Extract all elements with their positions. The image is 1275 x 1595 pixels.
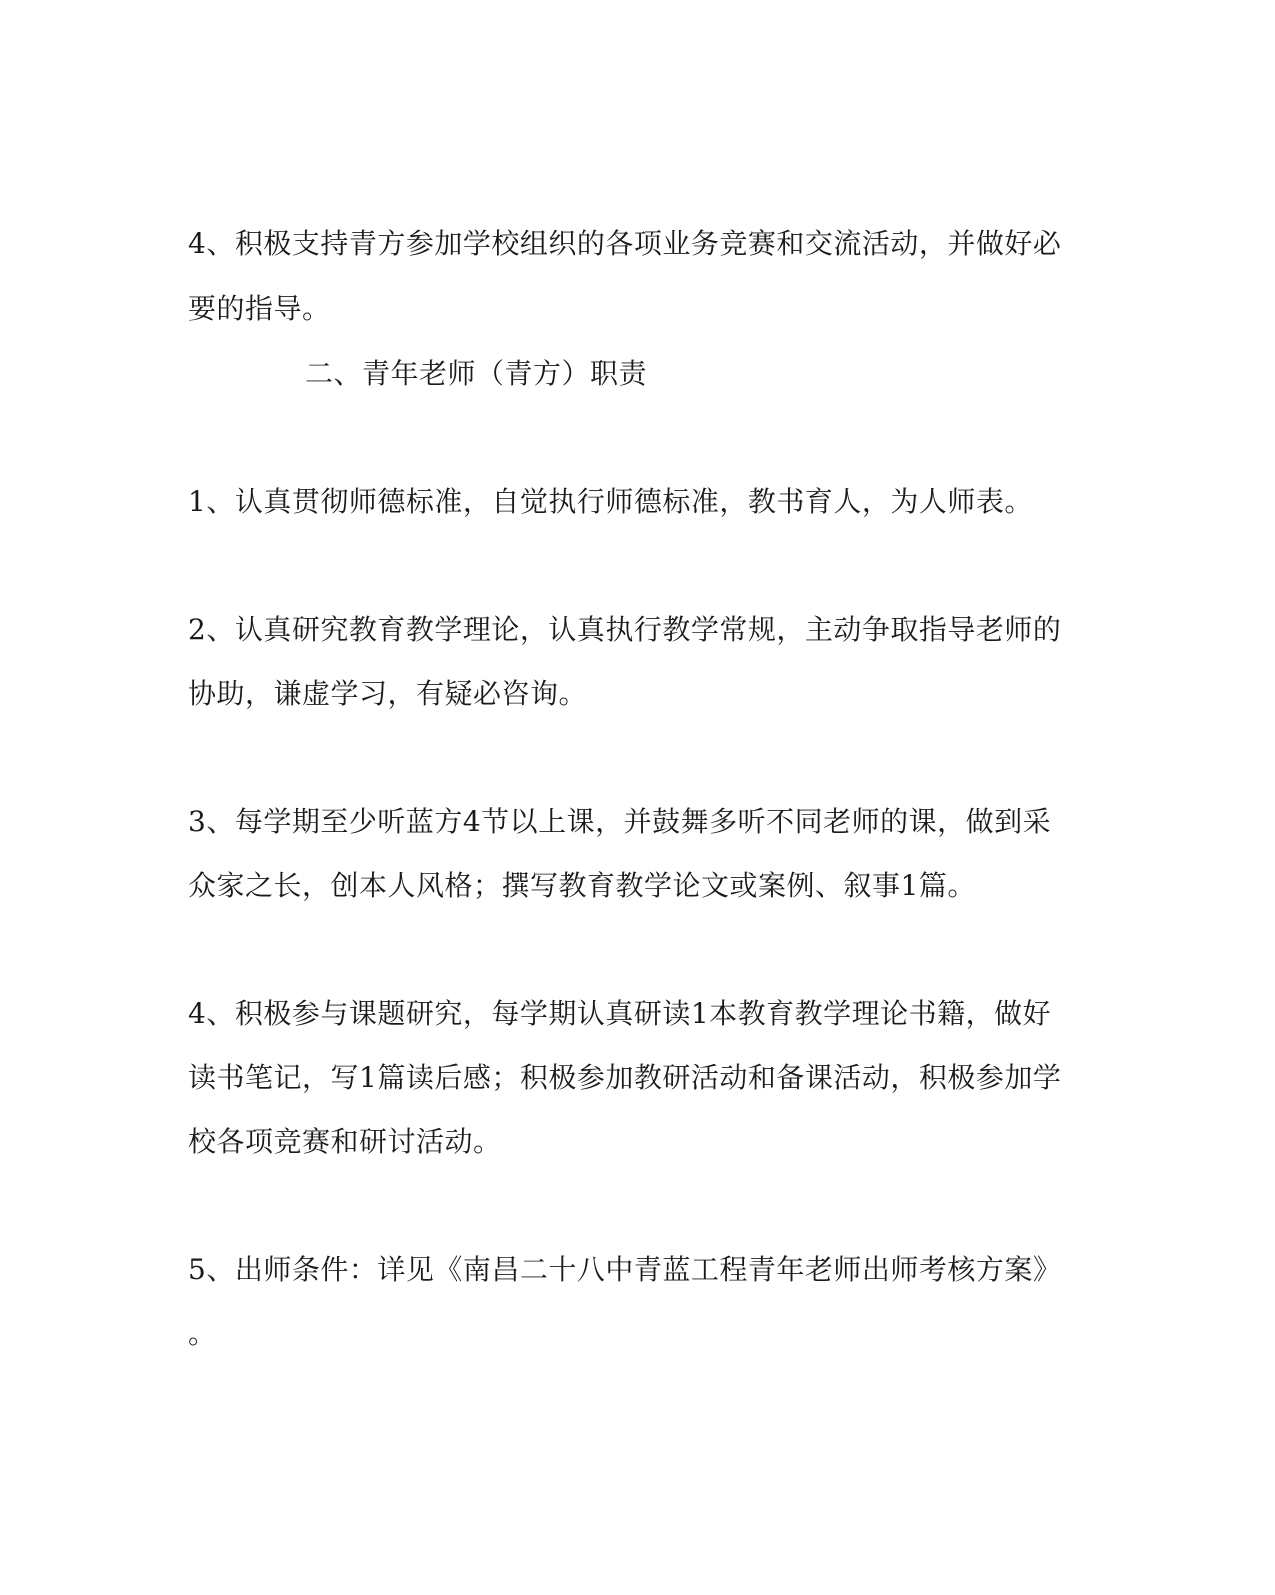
paragraph-line: 要的指导。	[188, 292, 331, 325]
paragraph-line: 1、认真贯彻师德标准，自觉执行师德标准，教书育人，为人师表。	[188, 485, 1033, 518]
paragraph-line: 众家之长，创本人风格；撰写教育教学论文或案例、叙事1篇。	[188, 869, 976, 902]
paragraph-line: 2、认真研究教育教学理论，认真执行教学常规，主动争取指导老师的	[188, 613, 1062, 646]
section-heading: 二、青年老师（青方）职责	[305, 357, 648, 390]
paragraph-line: 校各项竞赛和研讨活动。	[188, 1125, 502, 1158]
paragraph-line: 5、出师条件：详见《南昌二十八中青蓝工程青年老师出师考核方案》	[188, 1253, 1062, 1286]
paragraph-line: 3、每学期至少听蓝方4节以上课，并鼓舞多听不同老师的课，做到采	[188, 805, 1052, 838]
paragraph-line: 。	[188, 1317, 217, 1350]
paragraph-line: 4、积极参与课题研究，每学期认真研读1本教育教学理论书籍，做好	[188, 997, 1052, 1030]
paragraph-line: 4、积极支持青方参加学校组织的各项业务竞赛和交流活动，并做好必	[188, 227, 1062, 260]
paragraph-line: 协助，谦虚学习，有疑必咨询。	[188, 677, 588, 710]
paragraph-line: 读书笔记，写1篇读后感；积极参加教研活动和备课活动，积极参加学	[188, 1061, 1062, 1094]
